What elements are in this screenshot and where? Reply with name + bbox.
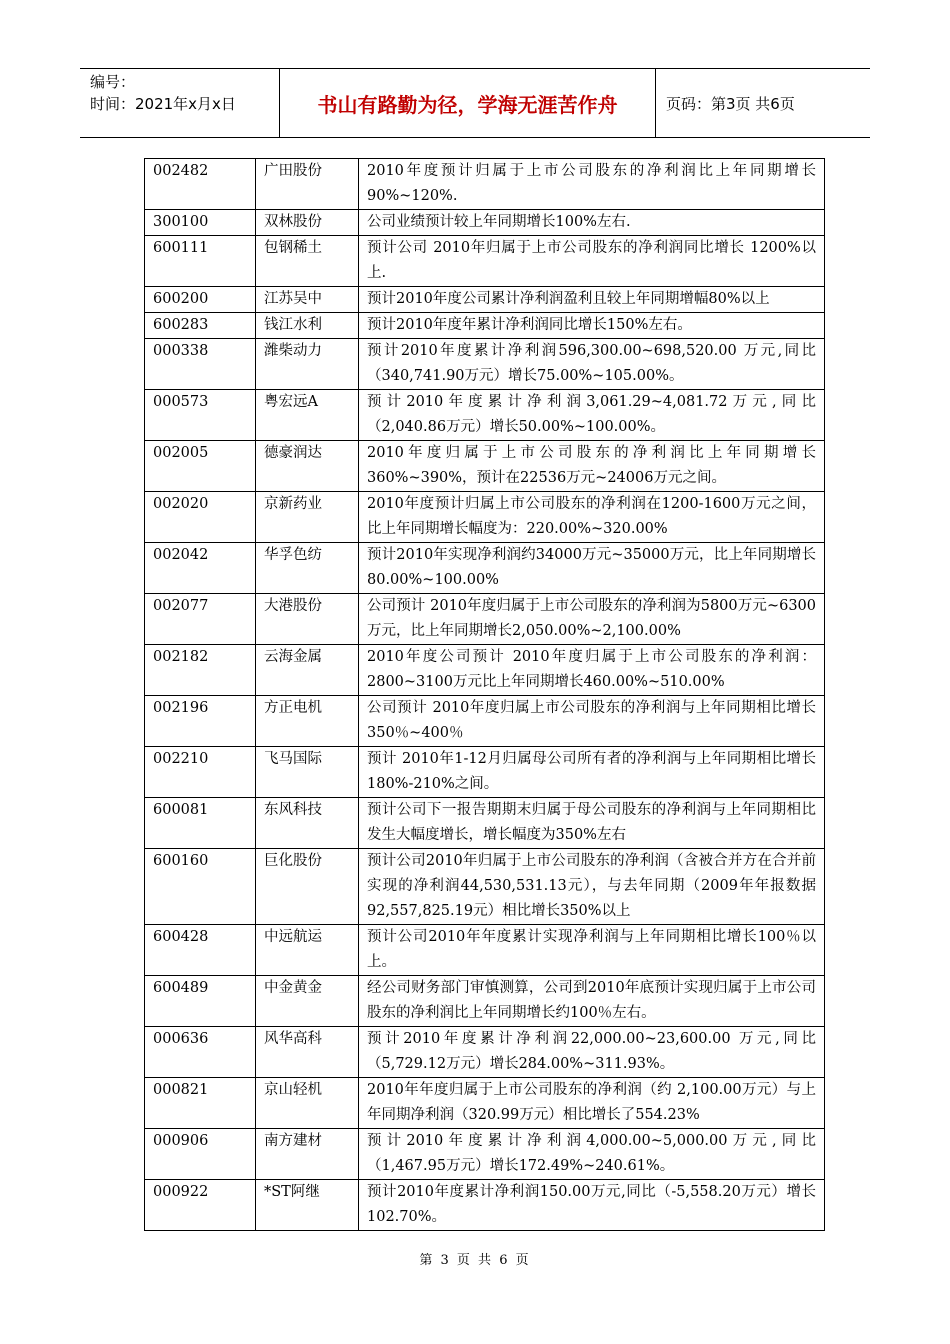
table-row xyxy=(145,849,825,925)
forecast-table xyxy=(144,158,825,1231)
stock-code-cell: 600160 xyxy=(145,849,256,925)
table-row xyxy=(145,696,825,747)
forecast-description-cell: 2010年年度归属于上市公司股东的净利润（约 2,100.00万元）与上年同期净利润（320.99万元）相比增长了554.23% xyxy=(359,1078,825,1129)
table-row xyxy=(145,159,825,210)
forecast-description-cell: 预计公司 2010年归属于上市公司股东的净利润同比增长 1200%以上. xyxy=(359,236,825,287)
forecast-description-cell: 2010年度归属于上市公司股东的净利润比上年同期增长360%~390%，预计在22536万元~24006万元之间。 xyxy=(359,441,825,492)
stock-code-cell: 002077 xyxy=(145,594,256,645)
table-row xyxy=(145,339,825,390)
document-time: 时间：2021年x月x日 xyxy=(90,95,236,113)
company-name-cell: 中金黄金 xyxy=(256,976,359,1027)
stock-code-cell: 002210 xyxy=(145,747,256,798)
table-row xyxy=(145,210,825,236)
forecast-description-cell: 2010年度预计归属上市公司股东的净利润在1200-1600万元之间，比上年同期增长幅度为：220.00%~320.00% xyxy=(359,492,825,543)
stock-code-cell: 600428 xyxy=(145,925,256,976)
forecast-description-cell: 预计2010年度累计净利润150.00万元,同比（-5,558.20万元）增长102.70%。 xyxy=(359,1180,825,1231)
table-row xyxy=(145,313,825,339)
forecast-description-cell: 预计2010年度累计净利润4,000.00~5,000.00万元,同比（1,467.95万元）增长172.49%~240.61%。 xyxy=(359,1129,825,1180)
table-row xyxy=(145,645,825,696)
forecast-description-cell: 预计2010年实现净利润约34000万元~35000万元，比上年同期增长80.00%~100.00% xyxy=(359,543,825,594)
company-name-cell: 中远航运 xyxy=(256,925,359,976)
company-name-cell: 飞马国际 xyxy=(256,747,359,798)
header-page-info: 页码：第3页 共6页 xyxy=(666,94,795,113)
forecast-description-cell: 2010年度公司预计 2010年度归属于上市公司股东的净利润：2800~3100万元比上年同期增长460.00%~510.00% xyxy=(359,645,825,696)
stock-code-cell: 002196 xyxy=(145,696,256,747)
forecast-description-cell: 预计 2010年1-12月归属母公司所有者的净利润与上年同期相比增长180%-210%之间。 xyxy=(359,747,825,798)
company-name-cell: 云海金属 xyxy=(256,645,359,696)
table-row xyxy=(145,1129,825,1180)
forecast-description-cell: 公司预计 2010年度归属于上市公司股东的净利润为5800万元~6300万元，比上年同期增长2,050.00%~2,100.00% xyxy=(359,594,825,645)
stock-code-cell: 002482 xyxy=(145,159,256,210)
forecast-description-cell: 经公司财务部门审慎测算，公司到2010年底预计实现归属于上市公司股东的净利润比上年同期增长约100％左右。 xyxy=(359,976,825,1027)
company-name-cell: 粤宏远A xyxy=(256,390,359,441)
forecast-description-cell: 预计公司2010年归属于上市公司股东的净利润（含被合并方在合并前实现的净利润44,530,531.13元），与去年同期（2009年年报数据92,557,825.19元）相比增长350%以上 xyxy=(359,849,825,925)
forecast-description-cell: 预计2010年度年累计净利润同比增长150%左右。 xyxy=(359,313,825,339)
header-motto: 书山有路勤为径，学海无涯苦作舟 xyxy=(280,69,656,137)
table-row xyxy=(145,441,825,492)
stock-code-cell: 000636 xyxy=(145,1027,256,1078)
forecast-description-cell: 公司业绩预计较上年同期增长100%左右. xyxy=(359,210,825,236)
company-name-cell: 南方建材 xyxy=(256,1129,359,1180)
header-meta xyxy=(80,69,280,137)
forecast-description-cell: 预计2010年度累计净利润3,061.29~4,081.72万元,同比（2,040.86万元）增长50.00%~100.00%。 xyxy=(359,390,825,441)
stock-code-cell: 600283 xyxy=(145,313,256,339)
table-row xyxy=(145,390,825,441)
table-row xyxy=(145,1180,825,1231)
page-header xyxy=(80,68,870,138)
company-name-cell: 华孚色纺 xyxy=(256,543,359,594)
company-name-cell: 京山轻机 xyxy=(256,1078,359,1129)
stock-code-cell: 000922 xyxy=(145,1180,256,1231)
table-row xyxy=(145,287,825,313)
forecast-description-cell: 预计公司2010年年度累计实现净利润与上年同期相比增长100％以上。 xyxy=(359,925,825,976)
table-row xyxy=(145,1027,825,1078)
stock-code-cell: 000906 xyxy=(145,1129,256,1180)
table-row xyxy=(145,925,825,976)
table-row xyxy=(145,1078,825,1129)
page-footer: 第 3 页 共 6 页 xyxy=(419,1253,531,1268)
company-name-cell: 潍柴动力 xyxy=(256,339,359,390)
company-name-cell: 东风科技 xyxy=(256,798,359,849)
forecast-table-body xyxy=(145,159,825,1231)
table-row xyxy=(145,594,825,645)
stock-code-cell: 000573 xyxy=(145,390,256,441)
table-row xyxy=(145,543,825,594)
stock-code-cell: 300100 xyxy=(145,210,256,236)
company-name-cell: 包钢稀土 xyxy=(256,236,359,287)
stock-code-cell: 002042 xyxy=(145,543,256,594)
forecast-description-cell: 预计2010年度累计净利润22,000.00~23,600.00 万元,同比（5,729.12万元）增长284.00%~311.93%。 xyxy=(359,1027,825,1078)
stock-code-cell: 600489 xyxy=(145,976,256,1027)
forecast-description-cell: 2010年度预计归属于上市公司股东的净利润比上年同期增长90%~120%. xyxy=(359,159,825,210)
stock-code-cell: 600081 xyxy=(145,798,256,849)
company-name-cell: *ST阿继 xyxy=(256,1180,359,1231)
table-row xyxy=(145,798,825,849)
forecast-description-cell: 预计2010年度公司累计净利润盈利且较上年同期增幅80%以上 xyxy=(359,287,825,313)
company-name-cell: 方正电机 xyxy=(256,696,359,747)
company-name-cell: 钱江水利 xyxy=(256,313,359,339)
table-row xyxy=(145,236,825,287)
table-row xyxy=(145,976,825,1027)
stock-code-cell: 000821 xyxy=(145,1078,256,1129)
company-name-cell: 风华高科 xyxy=(256,1027,359,1078)
table-row xyxy=(145,747,825,798)
forecast-description-cell: 预计公司下一报告期期末归属于母公司股东的净利润与上年同期相比发生大幅度增长，增长幅度为350%左右 xyxy=(359,798,825,849)
company-name-cell: 双林股份 xyxy=(256,210,359,236)
company-name-cell: 巨化股份 xyxy=(256,849,359,925)
company-name-cell: 广田股份 xyxy=(256,159,359,210)
stock-code-cell: 000338 xyxy=(145,339,256,390)
stock-code-cell: 002182 xyxy=(145,645,256,696)
stock-code-cell: 600111 xyxy=(145,236,256,287)
table-row xyxy=(145,492,825,543)
company-name-cell: 江苏吴中 xyxy=(256,287,359,313)
stock-code-cell: 600200 xyxy=(145,287,256,313)
forecast-description-cell: 公司预计 2010年度归属上市公司股东的净利润与上年同期相比增长350％~400％ xyxy=(359,696,825,747)
forecast-description-cell: 预计2010年度累计净利润596,300.00~698,520.00 万元,同比（340,741.90万元）增长75.00%~105.00%。 xyxy=(359,339,825,390)
stock-code-cell: 002020 xyxy=(145,492,256,543)
company-name-cell: 德豪润达 xyxy=(256,441,359,492)
document-number-label: 编号： xyxy=(90,73,136,91)
stock-code-cell: 002005 xyxy=(145,441,256,492)
company-name-cell: 大港股份 xyxy=(256,594,359,645)
company-name-cell: 京新药业 xyxy=(256,492,359,543)
